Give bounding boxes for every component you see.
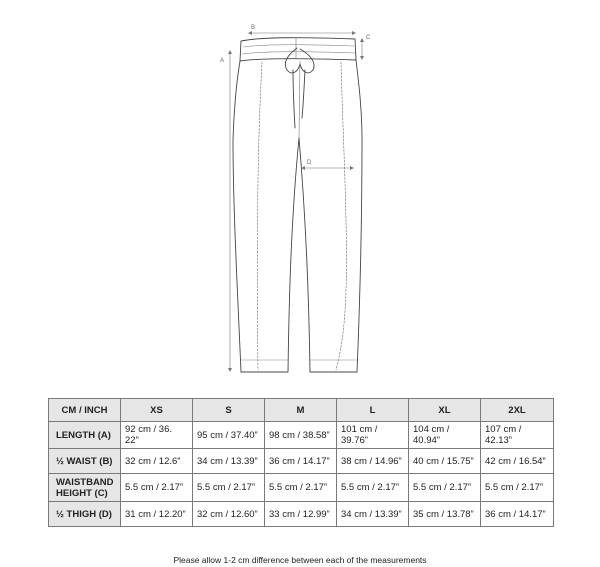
table-cell: 35 cm / 13.78” xyxy=(409,502,481,527)
size-chart-table xyxy=(48,398,554,527)
right-leg-outline xyxy=(299,60,362,372)
size-header-xs: XS xyxy=(121,399,193,422)
table-cell: 38 cm / 14.96” xyxy=(337,449,409,474)
table-cell: 5.5 cm / 2.17” xyxy=(409,474,481,502)
label-b: B xyxy=(251,25,256,31)
table-cell: 107 cm / 42.13” xyxy=(481,422,554,449)
table-cell: 40 cm / 15.75” xyxy=(409,449,481,474)
table-cell: 5.5 cm / 2.17” xyxy=(193,474,265,502)
size-header-2xl: 2XL xyxy=(481,399,554,422)
row-label: ½ WAIST (B) xyxy=(49,449,121,474)
table-cell: 5.5 cm / 2.17” xyxy=(121,474,193,502)
table-cell: 5.5 cm / 2.17” xyxy=(265,474,337,502)
row-label: ½ THIGH (D) xyxy=(49,502,121,527)
table-row xyxy=(49,502,554,527)
label-a: A xyxy=(220,58,225,64)
size-header-l: L xyxy=(337,399,409,422)
table-cell: 36 cm / 14.17” xyxy=(481,502,554,527)
label-d: D xyxy=(307,160,312,166)
table-cell: 32 cm / 12.60” xyxy=(193,502,265,527)
table-cell: 42 cm / 16.54” xyxy=(481,449,554,474)
table-cell: 32 cm / 12.6” xyxy=(121,449,193,474)
row-label: WAISTBAND HEIGHT (C) xyxy=(49,474,121,502)
table-cell: 5.5 cm / 2.17” xyxy=(337,474,409,502)
table-cell: 101 cm / 39.76” xyxy=(337,422,409,449)
label-c: C xyxy=(366,35,371,41)
table-cell: 36 cm / 14.17” xyxy=(265,449,337,474)
table-cell: 5.5 cm / 2.17” xyxy=(481,474,554,502)
size-header-m: M xyxy=(265,399,337,422)
table-cell: 104 cm / 40.94” xyxy=(409,422,481,449)
left-leg-outline xyxy=(233,61,299,372)
measurement-note: Please allow 1-2 cm difference between each of the measurements xyxy=(173,555,427,565)
table-cell: 34 cm / 13.39” xyxy=(337,502,409,527)
table-cell: 34 cm / 13.39” xyxy=(193,449,265,474)
table-cell: 33 cm / 12.99” xyxy=(265,502,337,527)
table-row xyxy=(49,474,554,502)
table-cell: 92 cm / 36. 22” xyxy=(121,422,193,449)
table-cell: 31 cm / 12.20” xyxy=(121,502,193,527)
table-row xyxy=(49,449,554,474)
size-header-s: S xyxy=(193,399,265,422)
row-label: LENGTH (A) xyxy=(49,422,121,449)
size-header-xl: XL xyxy=(409,399,481,422)
corner-header: CM / INCH xyxy=(49,399,121,422)
table-row xyxy=(49,422,554,449)
table-cell: 98 cm / 38.58” xyxy=(265,422,337,449)
table-cell: 95 cm / 37.40” xyxy=(193,422,265,449)
header-row xyxy=(49,399,554,422)
waistband xyxy=(240,38,356,61)
